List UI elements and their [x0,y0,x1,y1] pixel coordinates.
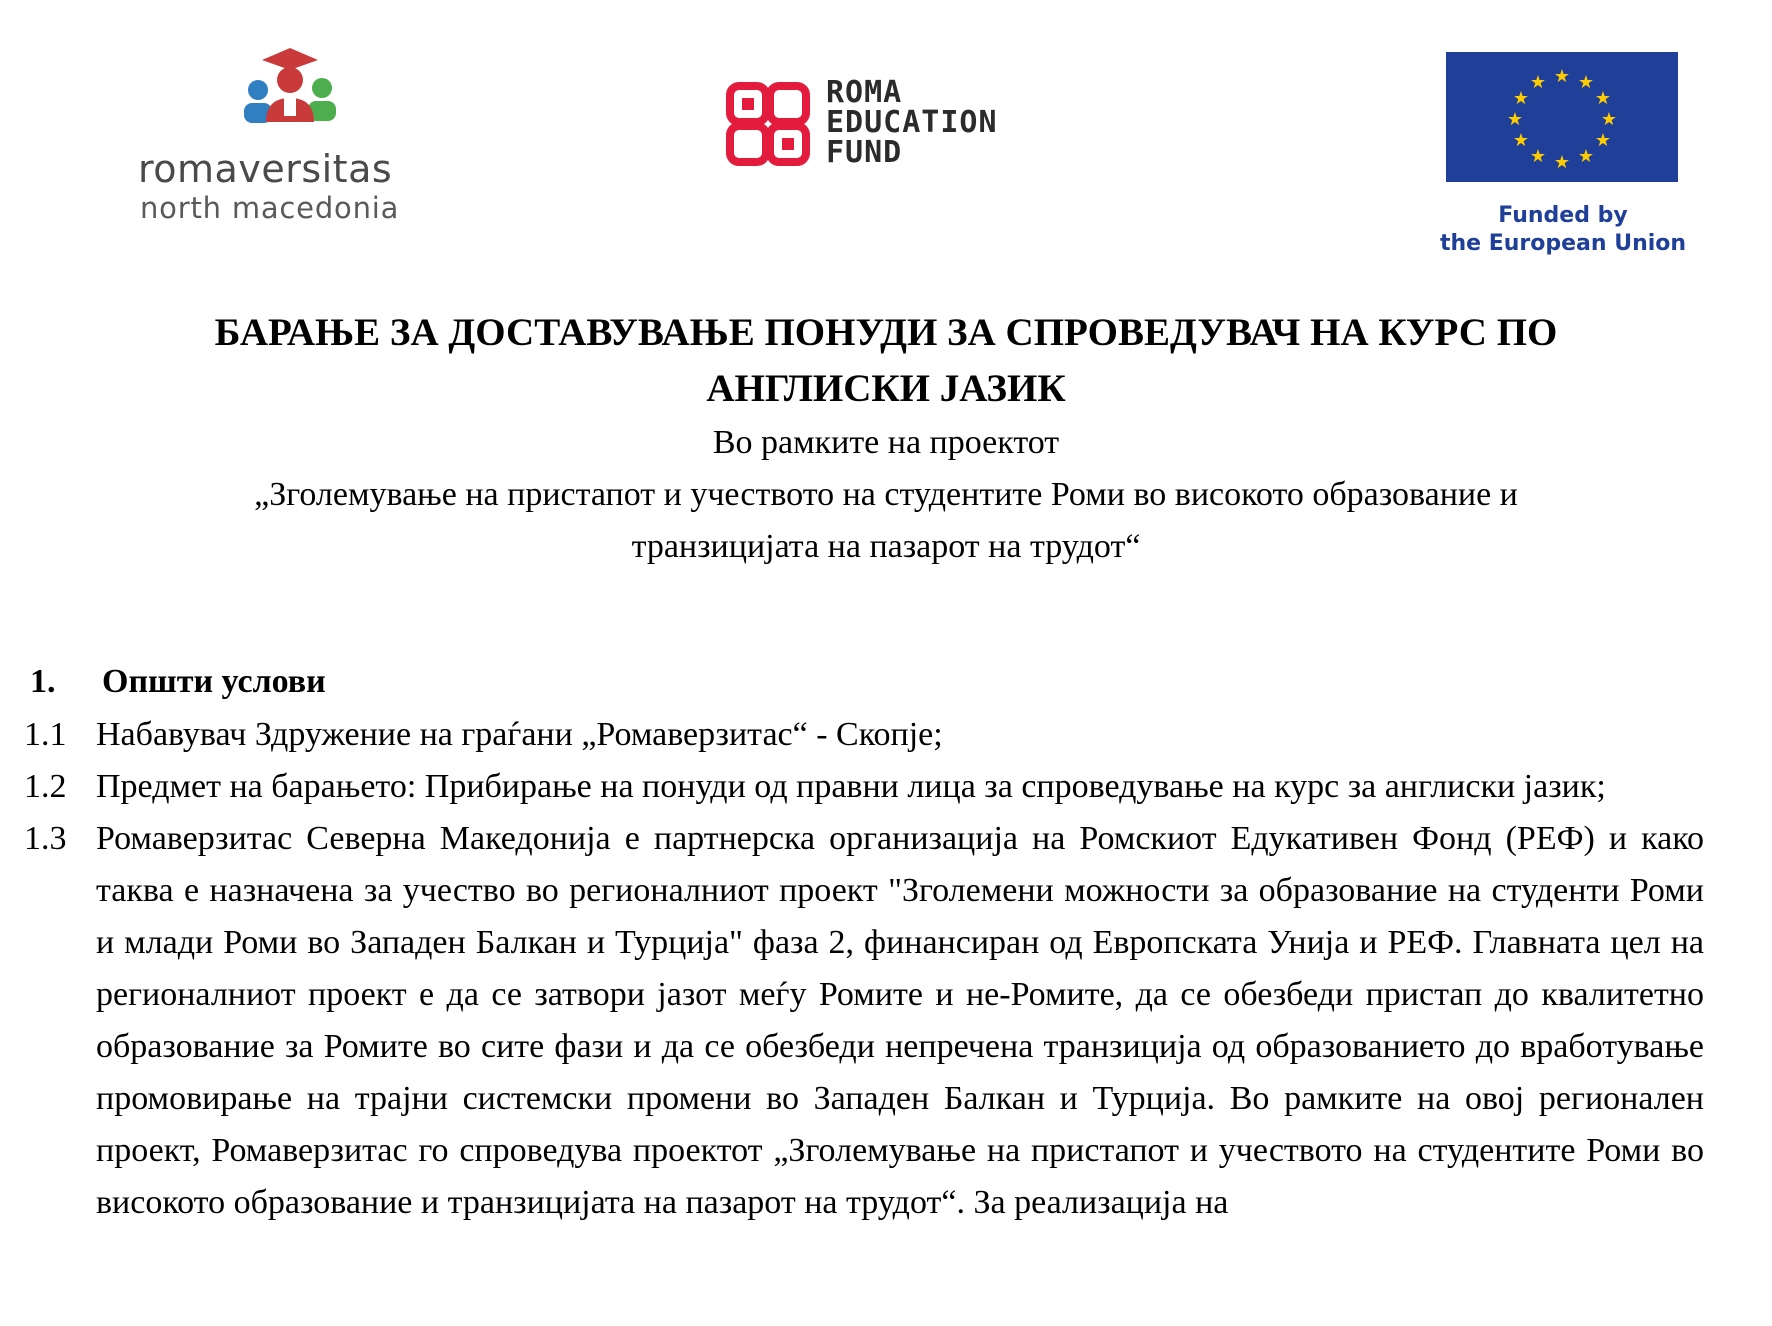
item-number: 1.2 [24,768,67,805]
section-heading [24,655,1704,709]
list-item [24,761,1704,813]
document-header [0,305,1772,573]
svg-text:★: ★ [1529,72,1547,93]
project-name-line-2: транзицијата на пазарот на трудот“ [631,528,1141,565]
item-text: Набавувач Здружение на граѓани „Ромаверзитас“ - Скопје; [96,716,943,753]
ref-line-3: FUND [826,135,903,170]
item-text: Ромаверзитас Северна Македонија е партнерска организација на Ромскиот Едукативен Фонд (РЕФ) и како таква е назначена за учество во регионалниот проект "Зголемени можности за образование на студенти Роми и млади Роми во Западен Балкан и Турција" фаза 2, финансиран од Европската Унија и РЕФ. Главната цел на регионалниот проект е да се затвори јазот меѓу Ромите и не-Ромите, да се обезбеди пристап до квалитетно образование за Ромите во сите фази и да се обезбеди непречена транзиција од образованието до вработување промовирање на трајни системски промени во Западен Балкан и Турција. Во рамките на овој регионален проект, Ромаверзитас го спроведува проектот „Зголемување на пристапот и учеството на студентите Роми во високото образование и транзицијата на пазарот на трудот“. За реализација на [96,820,1704,1221]
project-name-line-1: „Зголемување на пристапот и учеството на студентите Роми во високото образование и [254,476,1518,513]
document-title-line-1: БАРАЊЕ ЗА ДОСТАВУВАЊЕ ПОНУДИ ЗА СПРОВЕДУВАЧ НА КУРС ПО [214,311,1558,354]
project-intro: Во рамките на проектот [712,424,1060,461]
eu-union-name: the European Union [1439,231,1687,256]
romaversitas-name: romaversitas [138,147,393,191]
item-number: 1.3 [24,820,67,857]
svg-text:★: ★ [1577,72,1595,93]
item-number: 1.1 [24,716,67,753]
svg-text:★: ★ [1553,66,1571,87]
item-text: Предмет на барањето: Прибирање на понуди од правни лица за спроведување на курс за англиски јазик; [96,768,1606,805]
ref-line-1: ROMA [826,75,903,110]
eu-funding-logo [1428,52,1698,257]
eu-flag-icon [1446,52,1678,182]
document-body [24,655,1704,1229]
svg-text:★: ★ [1506,109,1524,130]
ref-emblem-icon [726,82,810,166]
romaversitas-logo [138,46,438,236]
document-title-line-2: АНГЛИСКИ ЈАЗИК [706,367,1066,410]
svg-text:★: ★ [1529,146,1547,167]
logo-bar [0,0,1772,270]
svg-text:★: ★ [1594,88,1612,109]
roma-education-fund-logo [726,76,1066,168]
svg-text:★: ★ [1577,146,1595,167]
svg-text:★: ★ [1594,130,1612,151]
romaversitas-subtitle: north macedonia [140,191,400,225]
eu-funded-by: Funded by [1498,203,1628,228]
section-title: Општи услови [102,663,326,700]
section-number: 1. [30,663,56,700]
list-item [24,813,1704,1229]
ref-line-2: EDUCATION [826,105,998,140]
graduates-icon [230,46,350,146]
svg-text:★: ★ [1512,130,1530,151]
list-item [24,709,1704,761]
svg-text:★: ★ [1600,109,1618,130]
svg-text:★: ★ [1553,152,1571,173]
svg-text:★: ★ [1512,88,1530,109]
